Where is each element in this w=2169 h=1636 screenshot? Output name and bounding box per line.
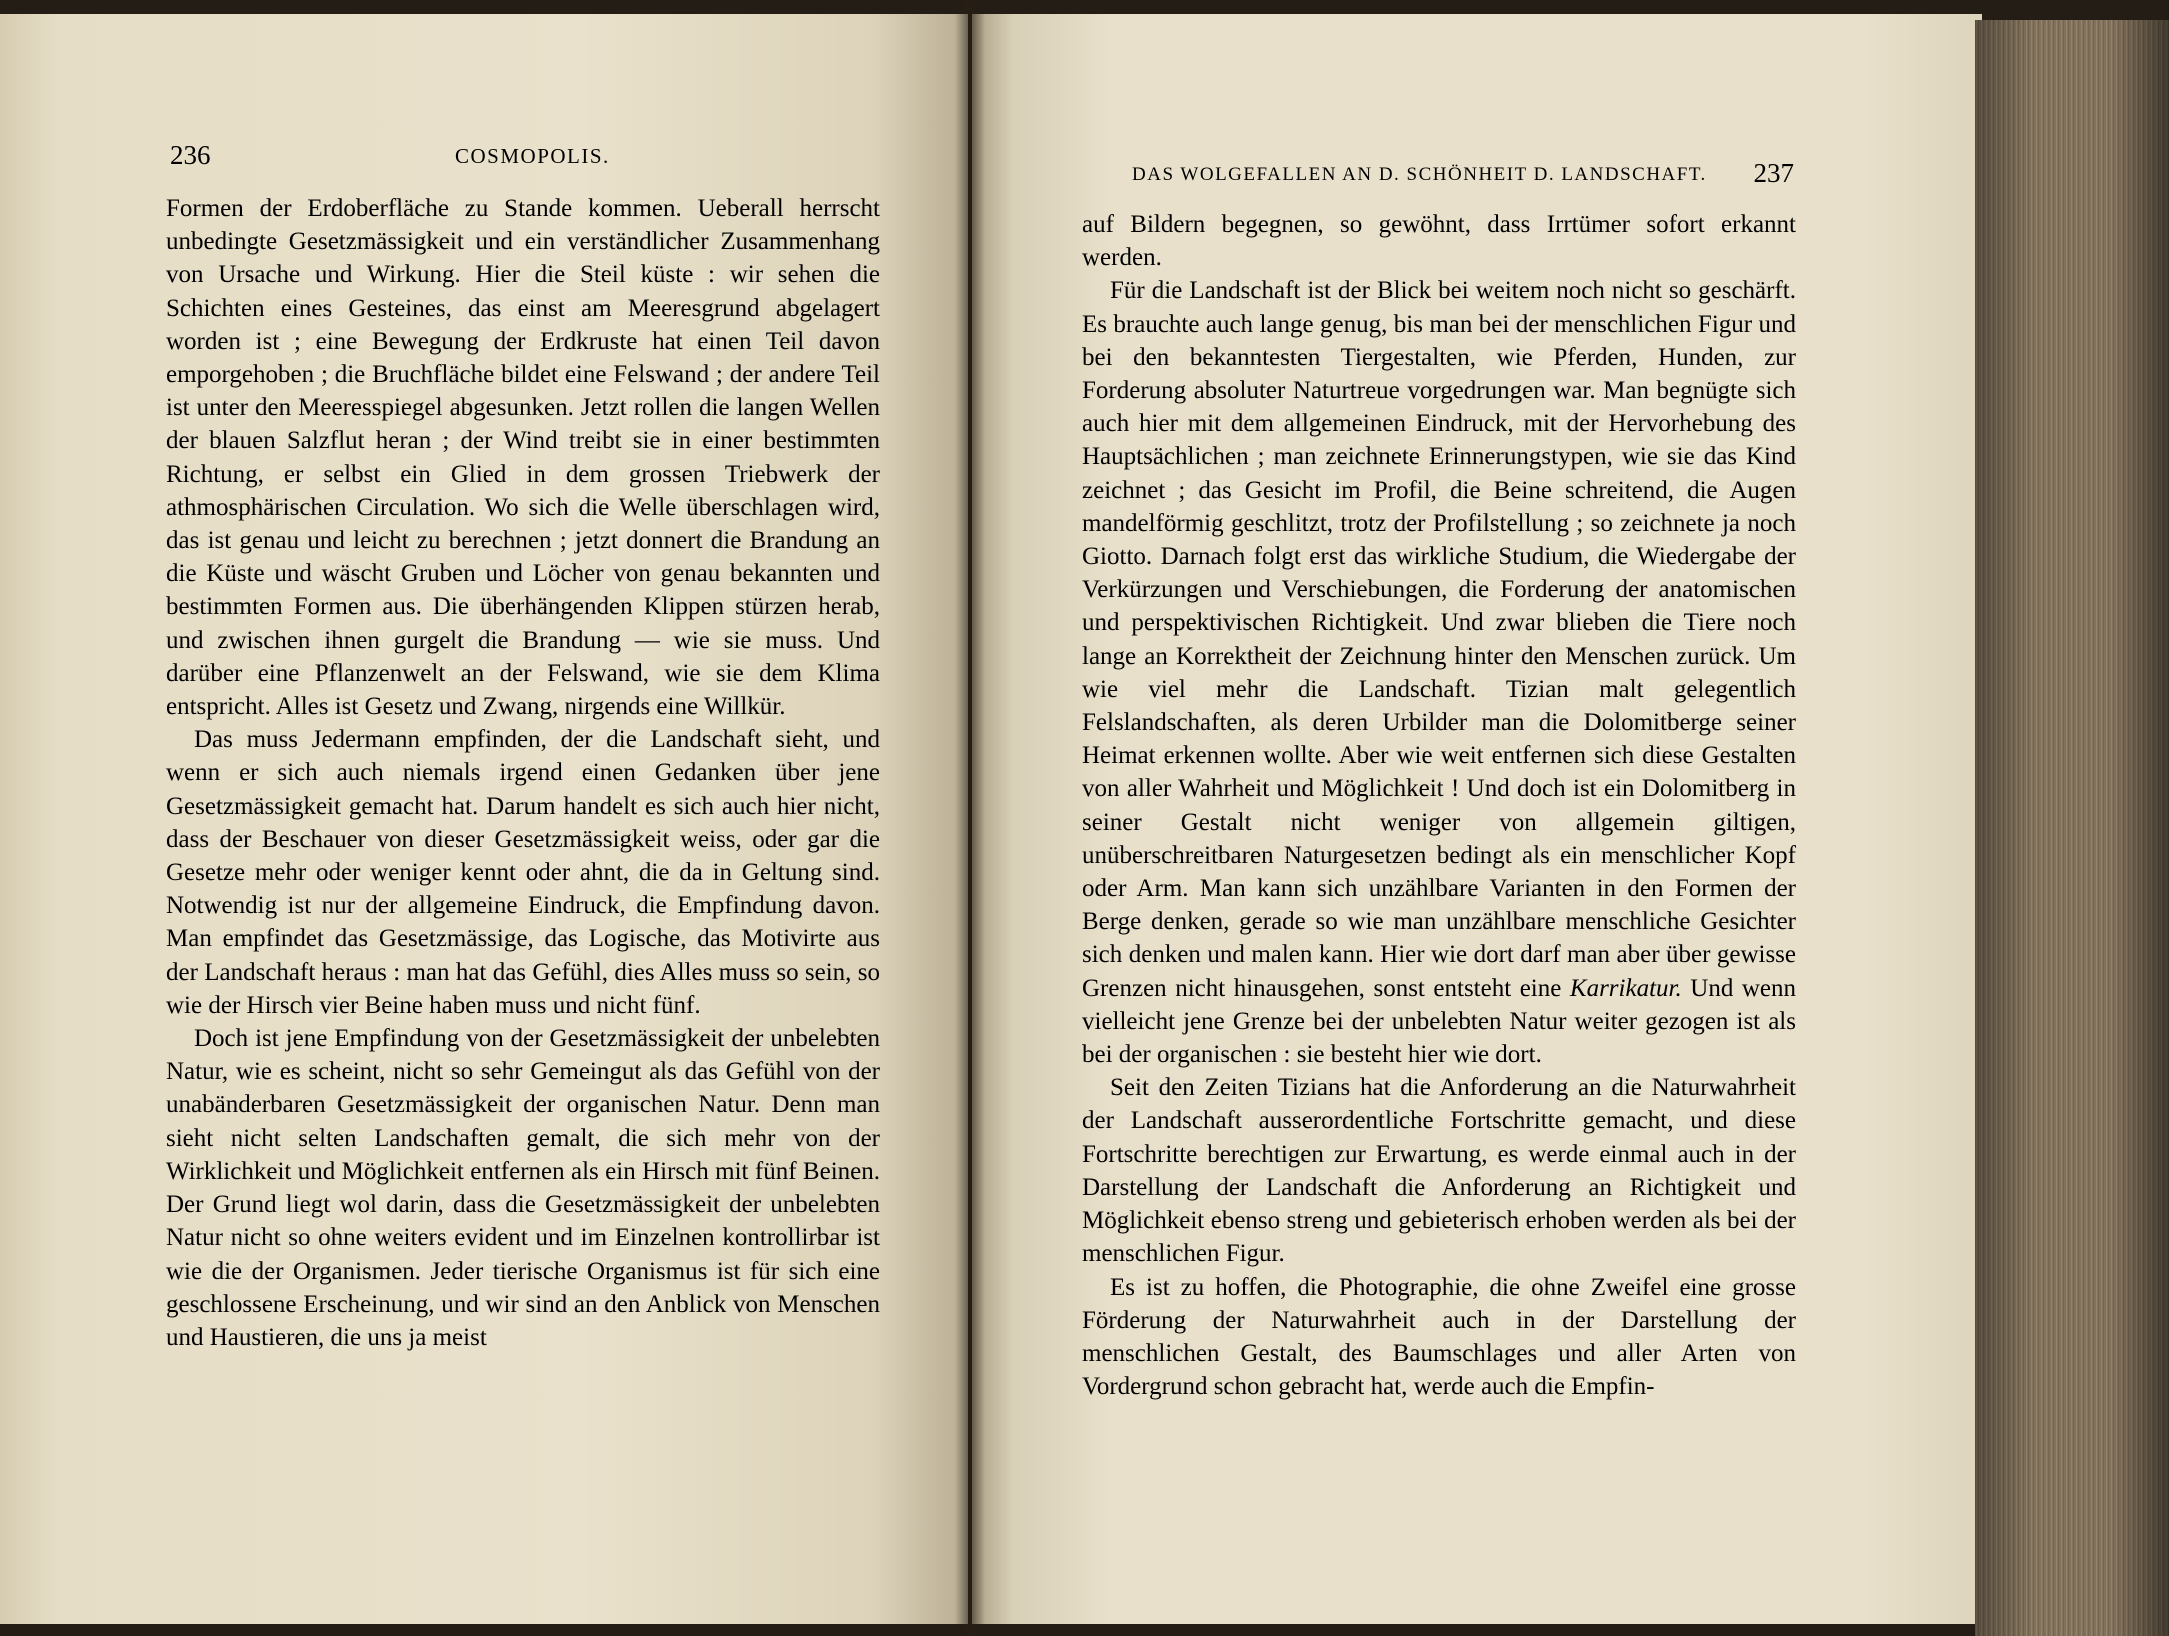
paragraph: auf Bildern begegnen, so gewöhnt, dass Irrtümer sofort erkannt werden. — [1082, 211, 1796, 272]
page-number-left: 236 — [170, 140, 211, 170]
paragraph-tail: Und wenn vielleicht jene Grenze bei der unbelebten Natur weiter gezogen ist als bei der organischen : sie besteht hier wie dort. — [1082, 974, 1797, 1069]
page-number-right: 237 — [1753, 158, 1794, 188]
running-head-right: DAS WOLGEFALLEN AN D. SCHÖNHEIT D. LANDSCHAFT. — [1132, 164, 1707, 185]
page-edges — [1975, 20, 2169, 1636]
paragraph: Das muss Jedermann empfinden, der die Landschaft sieht, und wenn er sich auch niemals irgend einen Gedanken über jene Gesetzmässigkeit gemacht hat. Darum handelt es sich auch hier nicht, dass der Beschauer von dieser Gesetzmässigkeit weiss, oder gar die Gesetze mehr oder weniger kennt oder ahnt, die da in Geltung sind. Notwendig ist nur der allgemeine Eindruck, die Empfindung davon. Man empfindet das Gesetzmässige, das Logische, das Motivirte aus der Landschaft heraus : man hat das Gefühl, dies Alles muss so sein, so wie der Hirsch vier Beine haben muss und nicht fünf. — [166, 726, 880, 1019]
right-page-header — [1132, 158, 1794, 198]
running-head-left: COSMOPOLIS. — [455, 144, 610, 168]
book-gutter — [955, 0, 985, 1636]
italic-term: Karrikatur. — [1569, 974, 1682, 1002]
paragraph: Seit den Zeiten Tizians hat die Anforderung an die Naturwahrheit der Landschaft ausserordentliche Fortschritte gemacht, und diese Fortschritte berechtigen zur Erwartung, es werde einmal auch in der Darstellung der Landschaft die Anforderung an Richtigkeit und Möglichkeit ebenso streng und gebieterisch erhoben werden als bei der menschlichen Figur. — [1082, 1074, 1796, 1268]
paragraph: Es ist zu hoffen, die Photographie, die ohne Zweifel eine grosse Förderung der Naturwahrheit auch in der Darstellung der menschlichen Gestalt, des Baumschlages und aller Arten von Vordergrund schon gebracht hat, werde auch die Empfin- — [1082, 1273, 1796, 1401]
paragraph: Formen der Erdoberfläche zu Stande kommen. Ueberall herrscht unbedingte Gesetzmässigkeit und ein verständlicher Zusammenhang von Ursache und Wirkung. Hier die Steil küste : wir sehen die Schichten eines Gesteines, das einst am Meeresgrund abgelagert worden ist ; eine Bewegung der Erdkruste hat einen Teil davon emporgehoben ; die Bruchfläche bildet eine Felswand ; der andere Teil ist unter den Meeresspiegel abgesunken. Jetzt rollen die langen Wellen der blauen Salzflut heran ; der Wind treibt sie in einer bestimmten Richtung, er selbst ein Glied in dem grossen Triebwerk der athmosphärischen Circulation. Wo sich die Welle überschlagen wird, das ist genau und leicht zu berechnen ; jetzt donnert die Brandung an die Küste und wäscht Gruben und Löcher von genau bekannten und bestimmten Formen aus. Die überhängenden Klippen stürzen herab, und zwischen ihnen gurgelt die Brandung — wie sie muss. Und darüber eine Pflanzenwelt an der Felswand, wie sie dem Klima entspricht. Alles ist Gesetz und Zwang, nirgends eine Willkür. — [166, 195, 880, 721]
right-page-text — [1082, 208, 1796, 1403]
paragraph: Doch ist jene Empfindung von der Gesetzmässigkeit der unbelebten Natur, wie es scheint, nicht so sehr Gemeingut als das Gefühl von der unabänderbaren Gesetzmässigkeit der organischen Natur. Denn man sieht nicht selten Landschaften gemalt, die sich mehr von der Wirklichkeit und Möglichkeit entfernen als ein Hirsch mit fünf Beinen. Der Grund liegt wol darin, dass die Gesetzmässigkeit der unbelebten Natur nicht so ohne weiters evident und im Einzelnen kontrollirbar ist wie die der Organismen. Jeder tierische Organismus ist für sich eine geschlossene Erscheinung, und wir sind an den Anblick von Menschen und Haustieren, die uns ja meist — [166, 1025, 880, 1351]
paragraph-body: Für die Landschaft ist der Blick bei weitem noch nicht so geschärft. Es brauchte auch lange genug, bis man bei der menschlichen Figur und bei den bekanntesten Tiergestalten, wie Pferden, Hunden, zur Forderung absoluter Naturtreue vorgedrungen war. Man begnügte sich auch hier mit dem allgemeinen Eindruck, mit der Hervorhebung des Hauptsächlichen ; man zeichnete Erinnerungstypen, wie sie das Kind zeichnet ; das Gesicht im Profil, die Beine schreitend, die Augen mandelförmig geschlitzt, trotz der Profilstellung ; so zeichnete ja noch Giotto. Darnach folgt erst das wirkliche Studium, die Wiedergabe der Verkürzungen und Verschiebungen, die Forderung der anatomischen und perspektivischen Richtigkeit. Und zwar blieben die Tiere noch lange an Korrektheit der Zeichnung hinter den Menschen zurück. Um wie viel mehr die Landschaft. Tizian malt gelegentlich Felslandschaften, als deren Urbilder man die Dolomitberge seiner Heimat erkennen wollte. Aber wie weit entfernen sich diese Gestalten von aller Wahrheit und Möglichkeit ! Und doch ist ein Dolomitberg in seiner Gestalt nicht weniger von allgemein giltigen, unüberschreitbaren Naturgesetzen bedingt als ein menschlicher Kopf oder Arm. Man kann sich unzählbare Varianten in den Formen der Berge denken, gerade so wie man unzählbare menschliche Gesichter sich denken und malen kann. Hier wie dort darf man aber über gewisse Grenzen nicht hinausgehen, sonst entsteht eine — [1082, 277, 1796, 1002]
left-page-header — [170, 140, 880, 180]
paragraph — [1082, 274, 1796, 1071]
left-page-text — [166, 192, 880, 1354]
